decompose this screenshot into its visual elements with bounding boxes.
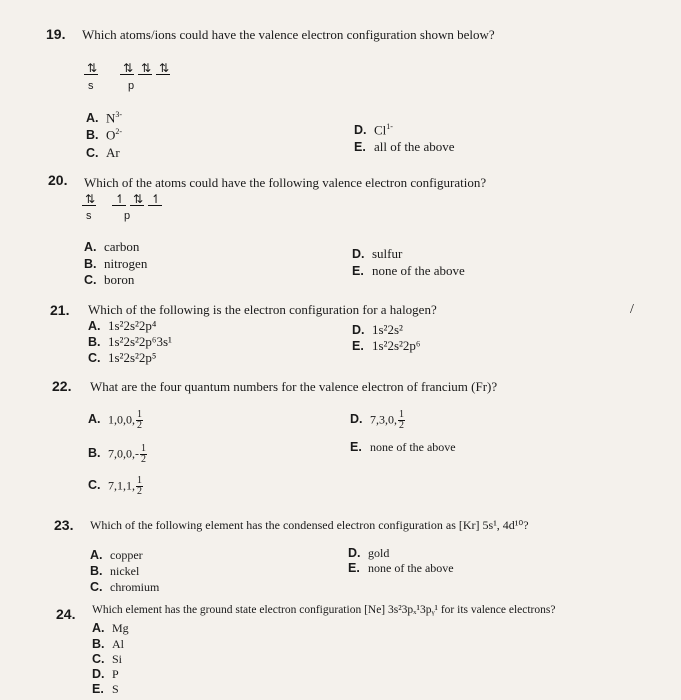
q19-option-e[interactable]: [354, 139, 455, 155]
q22-number: 22.: [52, 378, 72, 394]
option-text: gold: [368, 546, 390, 560]
option-label: B.: [90, 564, 103, 578]
option-text: S: [112, 682, 119, 696]
fraction: [136, 410, 143, 431]
option-label: E.: [354, 140, 366, 154]
fraction-numerator: 1: [399, 409, 404, 420]
q24-option-e[interactable]: [92, 682, 119, 697]
option-label: D.: [92, 667, 105, 681]
q21-option-c[interactable]: [88, 350, 156, 366]
option-label: E.: [348, 561, 360, 575]
q20-number: 20.: [48, 172, 68, 188]
option-text: Si: [112, 652, 123, 666]
q24-number: 24.: [56, 606, 76, 622]
q21-option-d[interactable]: [352, 322, 403, 338]
option-label: A.: [86, 111, 99, 126]
option-label: A.: [90, 548, 103, 562]
q22-option-c[interactable]: [88, 476, 143, 497]
option-label: B.: [88, 335, 101, 349]
option-label: C.: [92, 652, 105, 666]
option-text: none of the above: [372, 263, 465, 278]
fraction-numerator: 1: [137, 475, 142, 486]
q21-option-e[interactable]: [352, 338, 420, 354]
q19-s-label: s: [88, 80, 94, 92]
q19-s-box: ⇅: [84, 62, 98, 75]
option-text: sulfur: [372, 246, 403, 261]
option-text: none of the above: [370, 440, 456, 454]
q21-text: Which of the following is the electron configuration for a halogen?: [88, 302, 437, 317]
q21-option-a[interactable]: [88, 318, 156, 334]
option-label: C.: [88, 478, 101, 493]
q19-text: Which atoms/ions could have the valence electron configuration shown below?: [82, 27, 495, 42]
q23-option-d[interactable]: [348, 546, 389, 561]
q22-option-d[interactable]: [350, 410, 405, 431]
option-text: carbon: [104, 239, 140, 254]
margin-mark: /: [630, 302, 634, 317]
option-superscript: 1-: [386, 122, 393, 131]
option-text: 1s²2s²2p⁴: [108, 318, 157, 333]
q20-p-box-2: ⇅: [130, 193, 144, 206]
option-text: Ar: [106, 145, 120, 160]
q20-s-label: s: [86, 210, 92, 222]
q22-option-a[interactable]: [88, 410, 143, 431]
option-label: C.: [88, 351, 101, 365]
q19-p-label: p: [128, 80, 135, 92]
option-label: D.: [350, 412, 363, 427]
option-label: E.: [350, 440, 362, 454]
option-text: Cl: [374, 122, 387, 138]
q19-option-d[interactable]: [354, 122, 393, 138]
option-label: A.: [88, 319, 101, 333]
fraction-denominator: 2: [137, 420, 142, 431]
option-label: E.: [92, 682, 104, 696]
fraction-denominator: 2: [137, 486, 142, 497]
option-label: C.: [84, 273, 97, 287]
option-text: none of the above: [368, 561, 454, 575]
q20-option-e[interactable]: [352, 263, 465, 279]
option-text: chromium: [110, 580, 160, 594]
q19-orbital-diagram: [84, 62, 170, 75]
q19-option-b[interactable]: [86, 127, 122, 143]
q20-option-d[interactable]: [352, 246, 402, 262]
option-text: Mg: [112, 621, 129, 635]
option-text: 7,1,1,: [108, 478, 135, 493]
q20-option-b[interactable]: [84, 256, 147, 272]
q22-text: What are the four quantum numbers for the valence electron of francium (Fr)?: [90, 379, 498, 394]
option-text: P: [112, 667, 119, 681]
q19-option-a[interactable]: [86, 110, 122, 126]
option-label: B.: [88, 446, 101, 461]
q20-p-label: p: [124, 210, 131, 222]
q21-option-b[interactable]: [88, 334, 172, 350]
option-text: 1s²2s²2p⁵: [108, 350, 157, 365]
q23-option-c[interactable]: [90, 580, 159, 595]
q23-text: Which of the following element has the condensed electron configuration as [Kr] 5s¹, 4d¹⁰?: [90, 518, 529, 532]
option-label: E.: [352, 339, 364, 353]
option-label: B.: [92, 637, 105, 651]
q24-option-b[interactable]: [92, 637, 124, 652]
fraction: [136, 476, 143, 497]
option-text: N: [106, 110, 116, 126]
option-text: 1s²2s²2p⁶3s¹: [108, 334, 172, 349]
option-label: C.: [90, 580, 103, 594]
option-label: B.: [86, 128, 99, 143]
option-label: D.: [352, 323, 365, 337]
q20-option-a[interactable]: [84, 239, 139, 255]
option-superscript: 3-: [115, 110, 123, 119]
option-label: A.: [88, 412, 101, 427]
option-label: A.: [84, 240, 97, 254]
option-text: nickel: [110, 564, 140, 578]
fraction: [398, 410, 405, 431]
q23-option-a[interactable]: [90, 548, 143, 563]
q19-p-box-1: ⇅: [120, 62, 134, 75]
fraction-numerator: 1: [141, 443, 146, 454]
option-text: 1s²2s²: [372, 322, 403, 337]
q20-text: Which of the atoms could have the following valence electron configuration?: [84, 175, 487, 190]
option-text: all of the above: [374, 139, 455, 154]
option-label: C.: [86, 146, 99, 160]
fraction: [140, 444, 147, 465]
q22-option-e[interactable]: [350, 440, 456, 455]
option-text: 1,0,0,: [108, 412, 135, 427]
option-text: 1s²2s²2p⁶: [372, 338, 421, 353]
q19-number: 19.: [46, 26, 66, 42]
q20-p-box-3: ↿: [148, 193, 162, 206]
option-label: E.: [352, 264, 364, 278]
option-text: copper: [110, 548, 143, 562]
option-label: B.: [84, 257, 97, 271]
option-label: A.: [92, 621, 105, 635]
q19-option-c[interactable]: [86, 145, 120, 161]
q20-option-c[interactable]: [84, 272, 134, 288]
fraction-denominator: 2: [141, 454, 146, 465]
option-text: 7,3,0,: [370, 412, 397, 427]
q23-option-e[interactable]: [348, 561, 454, 576]
option-text: O: [106, 127, 116, 143]
q19-p-box-2: ⇅: [138, 62, 152, 75]
q24-option-a[interactable]: [92, 621, 129, 636]
option-label: D.: [352, 247, 365, 261]
option-text: boron: [104, 272, 135, 287]
q24-option-d[interactable]: [92, 667, 119, 682]
q19-p-box-3: ⇅: [156, 62, 170, 75]
q20-orbital-diagram: [82, 193, 162, 206]
q23-option-b[interactable]: [90, 564, 139, 579]
option-superscript: 2-: [115, 127, 123, 136]
q21-number: 21.: [50, 302, 70, 318]
option-label: D.: [348, 546, 361, 560]
option-text: Al: [112, 637, 124, 651]
option-text: nitrogen: [104, 256, 148, 271]
fraction-denominator: 2: [399, 420, 404, 431]
option-label: D.: [354, 123, 367, 138]
q20-s-box: ⇅: [82, 193, 96, 206]
q22-option-b[interactable]: [88, 444, 147, 465]
option-text: 7,0,0,-: [108, 446, 139, 461]
q24-text: Which element has the ground state electron configuration [Ne] 3s²3pₓ¹3pᵧ¹ for its valence electrons?: [92, 604, 556, 616]
q24-option-c[interactable]: [92, 652, 122, 667]
fraction-numerator: 1: [137, 409, 142, 420]
q20-p-box-1: ↿: [112, 193, 126, 206]
q23-number: 23.: [54, 517, 74, 533]
